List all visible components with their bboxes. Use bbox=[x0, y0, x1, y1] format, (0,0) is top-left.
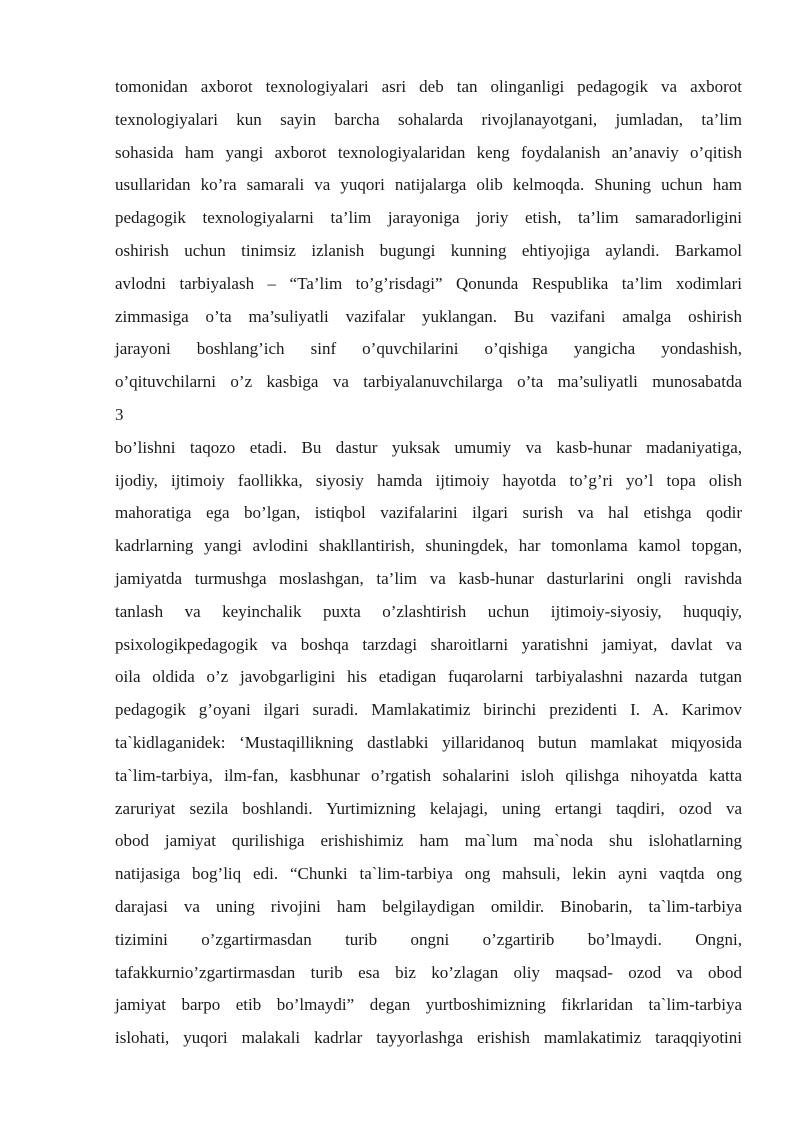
text-line: avlodni tarbiyalash – “Ta’lim to’g’risdagi” Qonunda Respublika ta’lim xodimlari bbox=[115, 273, 742, 293]
text-line: tafakkurnio’zgartirmasdan turib esa biz ko’zlagan oliy maqsad- ozod va obod bbox=[115, 962, 742, 982]
text-line: texnologiyalari kun sayin barcha sohalarda rivojlanayotgani, jumladan, ta’lim bbox=[115, 109, 742, 129]
paragraph-top bbox=[115, 71, 742, 399]
document-page bbox=[115, 71, 742, 1055]
text-line: obod jamiyat qurilishiga erishishimiz ham ma`lum ma`noda shu islohatlarning bbox=[115, 831, 742, 851]
text-line: pedagogik g’oyani ilgari suradi. Mamlakatimiz birinchi prezidenti I. A. Karimov bbox=[115, 700, 742, 720]
text-line: usullaridan ko’ra samarali va yuqori natijalarga olib kelmoqda. Shuning uchun ham bbox=[115, 175, 742, 195]
text-line: darajasi va uning rivojini ham belgilaydigan omildir. Binobarin, ta`lim-tarbiya bbox=[115, 896, 742, 916]
text-line: ta`kidlaganidek: ‘Mustaqillikning dastlabki yillaridanoq butun mamlakat miqyosida bbox=[115, 732, 742, 752]
text-line: psixologikpedagogik va boshqa tarzdagi sharoitlarni yaratishni jamiyat, davlat va bbox=[115, 634, 742, 654]
text-line: kadrlarning yangi avlodini shakllantirish, shuningdek, har tomonlama kamol topgan, bbox=[115, 536, 742, 556]
text-line: zimmasiga o’ta ma’suliyatli vazifalar yuklangan. Bu vazifani amalga oshirish bbox=[115, 306, 742, 326]
text-line: tanlash va keyinchalik puxta o’zlashtirish uchun ijtimoiy-siyosiy, huquqiy, bbox=[115, 601, 742, 621]
text-line: mahoratiga ega bo’lgan, istiqbol vazifalarini ilgari surish va hal etishga qodir bbox=[115, 503, 742, 523]
text-line: jamiyat barpo etib bo’lmaydi” degan yurtboshimizning fikrlaridan ta`lim-tarbiya bbox=[115, 995, 742, 1015]
text-line: natijasiga bog’liq edi. “Chunki ta`lim-tarbiya ong mahsuli, lekin ayni vaqtda ong bbox=[115, 864, 742, 884]
text-line: zaruriyat sezila boshlandi. Yurtimizning kelajagi, uning ertangi taqdiri, ozod va bbox=[115, 798, 742, 818]
text-line: oshirish uchun tinimsiz izlanish bugungi kunning ehtiyojiga aylandi. Barkamol bbox=[115, 240, 742, 260]
page-number: 3 bbox=[115, 404, 124, 424]
text-line: jarayoni boshlang’ich sinf o’quvchilarini o’qishiga yangicha yondashish, bbox=[115, 339, 742, 359]
text-line: pedagogik texnologiyalarni ta’lim jarayoniga joriy etish, ta’lim samaradorligini bbox=[115, 208, 742, 228]
text-line: jamiyatda turmushga moslashgan, ta’lim va kasb-hunar dasturlarini ongli ravishda bbox=[115, 568, 742, 588]
text-line: islohati, yuqori malakali kadrlar tayyorlashga erishish mamlakatimiz taraqqiyotini bbox=[115, 1028, 742, 1048]
text-line: sohasida ham yangi axborot texnologiyalaridan keng foydalanish an’anaviy o’qitish bbox=[115, 142, 742, 162]
text-line: ta`lim-tarbiya, ilm-fan, kasbhunar o’rgatish sohalarini isloh qilishga nihoyatda katta bbox=[115, 765, 742, 785]
text-line: oila oldida o’z javobgarligini his etadigan fuqarolarni tarbiyalashni nazarda tutgan bbox=[115, 667, 742, 687]
text-line: ijodiy, ijtimoiy faollikka, siyosiy hamda ijtimoiy hayotda to’g’ri yo’l topa olish bbox=[115, 470, 742, 490]
paragraph-bottom bbox=[115, 432, 742, 1055]
text-line: tomonidan axborot texnologiyalari asri deb tan olinganligi pedagogik va axborot bbox=[115, 77, 742, 96]
text-line: tizimini o’zgartirmasdan turib ongni o’zgartirib bo’lmaydi. Ongni, bbox=[115, 929, 742, 949]
text-line: o’qituvchilarni o’z kasbiga va tarbiyalanuvchilarga o’ta ma’suliyatli munosabatda bbox=[115, 372, 742, 392]
text-line: bo’lishni taqozo etadi. Bu dastur yuksak umumiy va kasb-hunar madaniyatiga, bbox=[115, 437, 742, 457]
